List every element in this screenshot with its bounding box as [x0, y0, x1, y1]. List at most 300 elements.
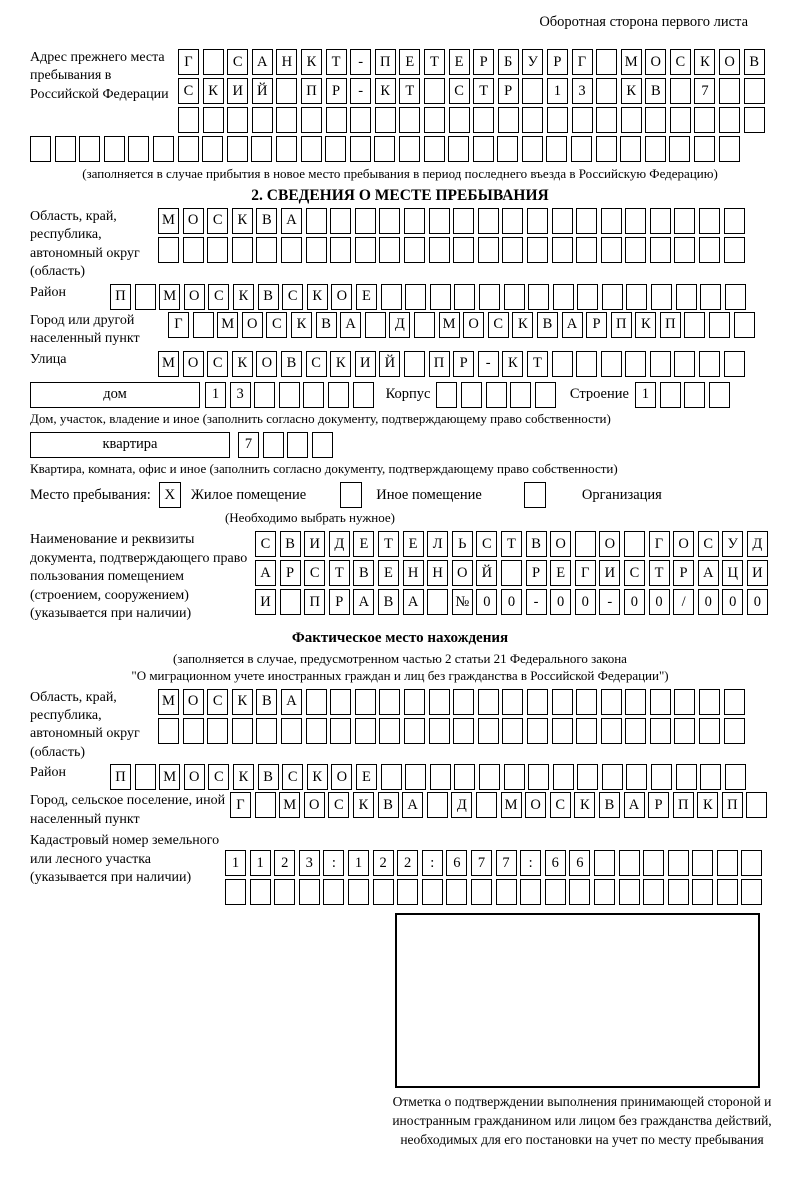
- char-cell[interactable]: [694, 136, 715, 162]
- char-cell[interactable]: Р: [673, 560, 694, 586]
- char-cell[interactable]: [724, 237, 745, 263]
- char-cell[interactable]: [504, 764, 525, 790]
- char-cell[interactable]: [30, 136, 51, 162]
- char-cell[interactable]: Н: [403, 560, 424, 586]
- char-cell[interactable]: [323, 879, 344, 905]
- char-cell[interactable]: [552, 689, 573, 715]
- char-cell[interactable]: [424, 107, 445, 133]
- char-cell[interactable]: [104, 136, 125, 162]
- char-cell[interactable]: [453, 718, 474, 744]
- char-cell[interactable]: [547, 107, 568, 133]
- char-cell[interactable]: [744, 107, 765, 133]
- char-cell[interactable]: Т: [501, 531, 522, 557]
- char-cell[interactable]: [287, 432, 308, 458]
- char-cell[interactable]: М: [279, 792, 300, 818]
- char-cell[interactable]: В: [378, 589, 399, 615]
- char-cell[interactable]: [601, 689, 622, 715]
- char-cell[interactable]: -: [526, 589, 547, 615]
- char-cell[interactable]: Й: [476, 560, 497, 586]
- house-box[interactable]: дом: [30, 382, 200, 408]
- char-cell[interactable]: 7: [694, 78, 715, 104]
- char-cell[interactable]: П: [375, 49, 396, 75]
- char-cell[interactable]: М: [158, 351, 179, 377]
- char-cell[interactable]: [207, 718, 228, 744]
- char-cell[interactable]: 1: [635, 382, 656, 408]
- char-cell[interactable]: [404, 689, 425, 715]
- char-cell[interactable]: [478, 237, 499, 263]
- stay-type-checkbox-residential[interactable]: X: [159, 482, 181, 508]
- char-cell[interactable]: К: [574, 792, 595, 818]
- char-cell[interactable]: [430, 284, 451, 310]
- char-cell[interactable]: О: [304, 792, 325, 818]
- char-cell[interactable]: [276, 107, 297, 133]
- char-cell[interactable]: [700, 284, 721, 310]
- char-cell[interactable]: [153, 136, 174, 162]
- char-cell[interactable]: [744, 78, 765, 104]
- char-cell[interactable]: В: [378, 792, 399, 818]
- char-cell[interactable]: [250, 879, 271, 905]
- char-cell[interactable]: [449, 107, 470, 133]
- char-cell[interactable]: 3: [572, 78, 593, 104]
- char-cell[interactable]: [596, 78, 617, 104]
- char-cell[interactable]: Р: [586, 312, 607, 338]
- char-cell[interactable]: С: [208, 284, 229, 310]
- char-cell[interactable]: [528, 764, 549, 790]
- char-cell[interactable]: [303, 382, 324, 408]
- char-cell[interactable]: П: [110, 284, 131, 310]
- char-cell[interactable]: [577, 764, 598, 790]
- char-cell[interactable]: В: [353, 560, 374, 586]
- char-cell[interactable]: [473, 136, 494, 162]
- char-cell[interactable]: О: [183, 689, 204, 715]
- char-cell[interactable]: Т: [326, 49, 347, 75]
- char-cell[interactable]: [601, 718, 622, 744]
- char-cell[interactable]: С: [282, 284, 303, 310]
- char-cell[interactable]: 0: [747, 589, 768, 615]
- char-cell[interactable]: [522, 136, 543, 162]
- char-cell[interactable]: [552, 718, 573, 744]
- char-cell[interactable]: [650, 351, 671, 377]
- char-cell[interactable]: [724, 718, 745, 744]
- char-cell[interactable]: [577, 284, 598, 310]
- char-cell[interactable]: [479, 284, 500, 310]
- char-cell[interactable]: У: [522, 49, 543, 75]
- char-cell[interactable]: О: [463, 312, 484, 338]
- char-cell[interactable]: [601, 208, 622, 234]
- char-cell[interactable]: [546, 136, 567, 162]
- char-cell[interactable]: [624, 531, 645, 557]
- char-cell[interactable]: [429, 237, 450, 263]
- char-cell[interactable]: М: [217, 312, 238, 338]
- char-cell[interactable]: Д: [451, 792, 472, 818]
- char-cell[interactable]: Н: [276, 49, 297, 75]
- char-cell[interactable]: [207, 237, 228, 263]
- char-cell[interactable]: [232, 718, 253, 744]
- char-cell[interactable]: [576, 237, 597, 263]
- char-cell[interactable]: [276, 136, 297, 162]
- char-cell[interactable]: [552, 208, 573, 234]
- char-cell[interactable]: [569, 879, 590, 905]
- char-cell[interactable]: 6: [569, 850, 590, 876]
- char-cell[interactable]: О: [184, 764, 205, 790]
- char-cell[interactable]: В: [258, 764, 279, 790]
- char-cell[interactable]: [326, 107, 347, 133]
- char-cell[interactable]: [626, 764, 647, 790]
- char-cell[interactable]: 1: [225, 850, 246, 876]
- char-cell[interactable]: П: [660, 312, 681, 338]
- char-cell[interactable]: И: [747, 560, 768, 586]
- char-cell[interactable]: П: [722, 792, 743, 818]
- char-cell[interactable]: [405, 764, 426, 790]
- char-cell[interactable]: [504, 284, 525, 310]
- char-cell[interactable]: 0: [476, 589, 497, 615]
- char-cell[interactable]: [684, 382, 705, 408]
- char-cell[interactable]: [502, 718, 523, 744]
- char-cell[interactable]: [625, 718, 646, 744]
- char-cell[interactable]: [692, 850, 713, 876]
- char-cell[interactable]: К: [375, 78, 396, 104]
- char-cell[interactable]: [227, 136, 248, 162]
- char-cell[interactable]: [355, 689, 376, 715]
- char-cell[interactable]: С: [624, 560, 645, 586]
- char-cell[interactable]: Р: [453, 351, 474, 377]
- char-cell[interactable]: [232, 237, 253, 263]
- char-cell[interactable]: [700, 764, 721, 790]
- char-cell[interactable]: [596, 136, 617, 162]
- char-cell[interactable]: В: [645, 78, 666, 104]
- char-cell[interactable]: К: [330, 351, 351, 377]
- char-cell[interactable]: 1: [348, 850, 369, 876]
- char-cell[interactable]: [422, 879, 443, 905]
- char-cell[interactable]: Т: [527, 351, 548, 377]
- char-cell[interactable]: [497, 136, 518, 162]
- char-cell[interactable]: 7: [496, 850, 517, 876]
- char-cell[interactable]: [404, 351, 425, 377]
- char-cell[interactable]: [651, 284, 672, 310]
- char-cell[interactable]: [299, 879, 320, 905]
- char-cell[interactable]: [429, 208, 450, 234]
- char-cell[interactable]: С: [328, 792, 349, 818]
- char-cell[interactable]: О: [183, 208, 204, 234]
- char-cell[interactable]: [572, 107, 593, 133]
- char-cell[interactable]: [502, 208, 523, 234]
- char-cell[interactable]: Й: [252, 78, 273, 104]
- char-cell[interactable]: [379, 689, 400, 715]
- char-cell[interactable]: [496, 879, 517, 905]
- char-cell[interactable]: [520, 879, 541, 905]
- char-cell[interactable]: [699, 689, 720, 715]
- char-cell[interactable]: [427, 792, 448, 818]
- char-cell[interactable]: 7: [238, 432, 259, 458]
- char-cell[interactable]: Д: [329, 531, 350, 557]
- char-cell[interactable]: А: [252, 49, 273, 75]
- char-cell[interactable]: [328, 382, 349, 408]
- char-cell[interactable]: С: [266, 312, 287, 338]
- char-cell[interactable]: [281, 718, 302, 744]
- char-cell[interactable]: В: [256, 208, 277, 234]
- char-cell[interactable]: [535, 382, 556, 408]
- char-cell[interactable]: [571, 136, 592, 162]
- char-cell[interactable]: [717, 879, 738, 905]
- char-cell[interactable]: [553, 764, 574, 790]
- char-cell[interactable]: С: [550, 792, 571, 818]
- char-cell[interactable]: [619, 850, 640, 876]
- char-cell[interactable]: [424, 78, 445, 104]
- char-cell[interactable]: [594, 879, 615, 905]
- char-cell[interactable]: [350, 136, 371, 162]
- char-cell[interactable]: П: [673, 792, 694, 818]
- char-cell[interactable]: 0: [550, 589, 571, 615]
- char-cell[interactable]: [501, 560, 522, 586]
- char-cell[interactable]: [674, 718, 695, 744]
- char-cell[interactable]: К: [512, 312, 533, 338]
- char-cell[interactable]: [527, 718, 548, 744]
- char-cell[interactable]: [79, 136, 100, 162]
- char-cell[interactable]: [650, 689, 671, 715]
- char-cell[interactable]: В: [526, 531, 547, 557]
- char-cell[interactable]: [576, 718, 597, 744]
- char-cell[interactable]: Е: [353, 531, 374, 557]
- char-cell[interactable]: [645, 136, 666, 162]
- char-cell[interactable]: [350, 107, 371, 133]
- char-cell[interactable]: [471, 879, 492, 905]
- char-cell[interactable]: [203, 107, 224, 133]
- char-cell[interactable]: К: [694, 49, 715, 75]
- char-cell[interactable]: [274, 879, 295, 905]
- char-cell[interactable]: [670, 78, 691, 104]
- char-cell[interactable]: [719, 78, 740, 104]
- char-cell[interactable]: [183, 237, 204, 263]
- char-cell[interactable]: К: [301, 49, 322, 75]
- char-cell[interactable]: [674, 351, 695, 377]
- char-cell[interactable]: [719, 107, 740, 133]
- char-cell[interactable]: К: [232, 351, 253, 377]
- char-cell[interactable]: [330, 689, 351, 715]
- char-cell[interactable]: А: [353, 589, 374, 615]
- char-cell[interactable]: [478, 718, 499, 744]
- char-cell[interactable]: [709, 382, 730, 408]
- stay-type-checkbox-organization[interactable]: [524, 482, 546, 508]
- char-cell[interactable]: [381, 284, 402, 310]
- char-cell[interactable]: К: [203, 78, 224, 104]
- char-cell[interactable]: [746, 792, 767, 818]
- char-cell[interactable]: А: [403, 589, 424, 615]
- char-cell[interactable]: [399, 107, 420, 133]
- char-cell[interactable]: О: [645, 49, 666, 75]
- char-cell[interactable]: [552, 237, 573, 263]
- char-cell[interactable]: Т: [378, 531, 399, 557]
- char-cell[interactable]: 1: [205, 382, 226, 408]
- char-cell[interactable]: [353, 382, 374, 408]
- char-cell[interactable]: Т: [424, 49, 445, 75]
- char-cell[interactable]: Е: [378, 560, 399, 586]
- char-cell[interactable]: [254, 382, 275, 408]
- char-cell[interactable]: [399, 136, 420, 162]
- char-cell[interactable]: О: [183, 351, 204, 377]
- char-cell[interactable]: А: [402, 792, 423, 818]
- char-cell[interactable]: [379, 208, 400, 234]
- char-cell[interactable]: Е: [403, 531, 424, 557]
- char-cell[interactable]: 2: [373, 850, 394, 876]
- char-cell[interactable]: [55, 136, 76, 162]
- char-cell[interactable]: -: [599, 589, 620, 615]
- char-cell[interactable]: П: [301, 78, 322, 104]
- char-cell[interactable]: В: [280, 531, 301, 557]
- char-cell[interactable]: [430, 764, 451, 790]
- char-cell[interactable]: К: [291, 312, 312, 338]
- char-cell[interactable]: [135, 284, 156, 310]
- char-cell[interactable]: [668, 879, 689, 905]
- char-cell[interactable]: [158, 237, 179, 263]
- char-cell[interactable]: О: [331, 764, 352, 790]
- char-cell[interactable]: 2: [274, 850, 295, 876]
- char-cell[interactable]: Й: [379, 351, 400, 377]
- char-cell[interactable]: С: [488, 312, 509, 338]
- char-cell[interactable]: [178, 107, 199, 133]
- char-cell[interactable]: [355, 718, 376, 744]
- char-cell[interactable]: Р: [326, 78, 347, 104]
- char-cell[interactable]: Г: [178, 49, 199, 75]
- char-cell[interactable]: 1: [547, 78, 568, 104]
- char-cell[interactable]: [379, 237, 400, 263]
- char-cell[interactable]: [553, 284, 574, 310]
- char-cell[interactable]: [373, 879, 394, 905]
- char-cell[interactable]: -: [350, 78, 371, 104]
- char-cell[interactable]: Е: [550, 560, 571, 586]
- char-cell[interactable]: :: [520, 850, 541, 876]
- char-cell[interactable]: [404, 237, 425, 263]
- char-cell[interactable]: О: [719, 49, 740, 75]
- char-cell[interactable]: [301, 107, 322, 133]
- char-cell[interactable]: [436, 382, 457, 408]
- char-cell[interactable]: У: [722, 531, 743, 557]
- char-cell[interactable]: [594, 850, 615, 876]
- char-cell[interactable]: [660, 382, 681, 408]
- char-cell[interactable]: С: [207, 351, 228, 377]
- char-cell[interactable]: К: [635, 312, 656, 338]
- char-cell[interactable]: [446, 879, 467, 905]
- char-cell[interactable]: №: [452, 589, 473, 615]
- char-cell[interactable]: С: [282, 764, 303, 790]
- char-cell[interactable]: [256, 237, 277, 263]
- char-cell[interactable]: [527, 237, 548, 263]
- char-cell[interactable]: К: [232, 689, 253, 715]
- char-cell[interactable]: Ц: [722, 560, 743, 586]
- char-cell[interactable]: [601, 351, 622, 377]
- char-cell[interactable]: 1: [250, 850, 271, 876]
- char-cell[interactable]: 6: [545, 850, 566, 876]
- char-cell[interactable]: [651, 764, 672, 790]
- char-cell[interactable]: [281, 237, 302, 263]
- char-cell[interactable]: М: [501, 792, 522, 818]
- char-cell[interactable]: К: [621, 78, 642, 104]
- char-cell[interactable]: [414, 312, 435, 338]
- char-cell[interactable]: П: [304, 589, 325, 615]
- char-cell[interactable]: А: [255, 560, 276, 586]
- char-cell[interactable]: Т: [329, 560, 350, 586]
- char-cell[interactable]: [454, 764, 475, 790]
- char-cell[interactable]: [522, 107, 543, 133]
- char-cell[interactable]: [158, 718, 179, 744]
- char-cell[interactable]: [694, 107, 715, 133]
- char-cell[interactable]: И: [355, 351, 376, 377]
- char-cell[interactable]: Г: [649, 531, 670, 557]
- char-cell[interactable]: Р: [329, 589, 350, 615]
- char-cell[interactable]: 0: [649, 589, 670, 615]
- char-cell[interactable]: Г: [168, 312, 189, 338]
- char-cell[interactable]: К: [307, 284, 328, 310]
- char-cell[interactable]: П: [429, 351, 450, 377]
- char-cell[interactable]: М: [158, 208, 179, 234]
- char-cell[interactable]: Д: [747, 531, 768, 557]
- char-cell[interactable]: [619, 879, 640, 905]
- char-cell[interactable]: К: [353, 792, 374, 818]
- char-cell[interactable]: [669, 136, 690, 162]
- char-cell[interactable]: С: [255, 531, 276, 557]
- char-cell[interactable]: [424, 136, 445, 162]
- char-cell[interactable]: [527, 208, 548, 234]
- char-cell[interactable]: [602, 284, 623, 310]
- char-cell[interactable]: [486, 382, 507, 408]
- char-cell[interactable]: Д: [389, 312, 410, 338]
- char-cell[interactable]: [643, 850, 664, 876]
- char-cell[interactable]: [510, 382, 531, 408]
- char-cell[interactable]: [522, 78, 543, 104]
- char-cell[interactable]: О: [599, 531, 620, 557]
- char-cell[interactable]: [709, 312, 730, 338]
- char-cell[interactable]: [355, 208, 376, 234]
- char-cell[interactable]: [306, 237, 327, 263]
- char-cell[interactable]: К: [697, 792, 718, 818]
- char-cell[interactable]: [374, 136, 395, 162]
- char-cell[interactable]: 0: [698, 589, 719, 615]
- char-cell[interactable]: [453, 237, 474, 263]
- char-cell[interactable]: [454, 284, 475, 310]
- char-cell[interactable]: [575, 531, 596, 557]
- char-cell[interactable]: [552, 351, 573, 377]
- char-cell[interactable]: [741, 850, 762, 876]
- char-cell[interactable]: Л: [427, 531, 448, 557]
- char-cell[interactable]: [717, 850, 738, 876]
- char-cell[interactable]: [375, 107, 396, 133]
- char-cell[interactable]: А: [340, 312, 361, 338]
- char-cell[interactable]: В: [281, 351, 302, 377]
- char-cell[interactable]: Р: [526, 560, 547, 586]
- char-cell[interactable]: Р: [498, 78, 519, 104]
- char-cell[interactable]: [724, 689, 745, 715]
- char-cell[interactable]: [643, 879, 664, 905]
- char-cell[interactable]: К: [307, 764, 328, 790]
- char-cell[interactable]: [128, 136, 149, 162]
- char-cell[interactable]: [263, 432, 284, 458]
- char-cell[interactable]: [725, 764, 746, 790]
- char-cell[interactable]: 0: [624, 589, 645, 615]
- char-cell[interactable]: М: [158, 689, 179, 715]
- char-cell[interactable]: М: [159, 764, 180, 790]
- char-cell[interactable]: [699, 351, 720, 377]
- char-cell[interactable]: С: [306, 351, 327, 377]
- char-cell[interactable]: И: [599, 560, 620, 586]
- char-cell[interactable]: -: [478, 351, 499, 377]
- char-cell[interactable]: 0: [722, 589, 743, 615]
- char-cell[interactable]: /: [673, 589, 694, 615]
- char-cell[interactable]: [725, 284, 746, 310]
- char-cell[interactable]: 0: [501, 589, 522, 615]
- char-cell[interactable]: И: [304, 531, 325, 557]
- stay-type-checkbox-other-premises[interactable]: [340, 482, 362, 508]
- char-cell[interactable]: :: [323, 850, 344, 876]
- char-cell[interactable]: [674, 237, 695, 263]
